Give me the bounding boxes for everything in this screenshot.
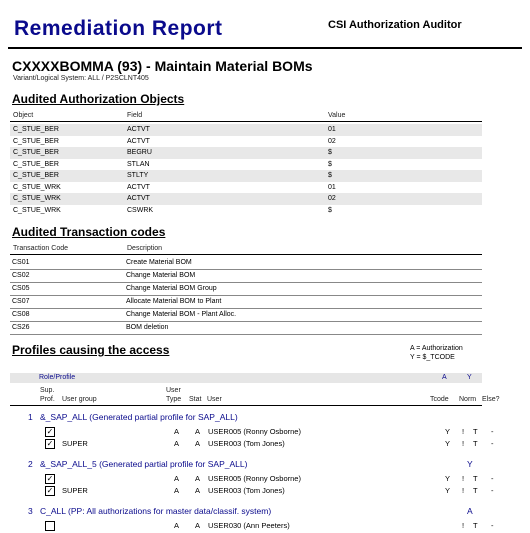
user-type: A — [174, 486, 180, 495]
user-tcode: Y — [445, 439, 451, 448]
col-norm: Norm — [459, 396, 477, 403]
cell-value: $ — [328, 172, 332, 179]
col-field: Field — [127, 112, 143, 119]
cell-transaction-code: CS02 — [12, 272, 30, 279]
cell-value: $ — [328, 160, 332, 168]
user-norm: ! — [462, 521, 465, 530]
user-stat: A — [195, 439, 201, 448]
user-t: T — [473, 474, 478, 483]
report-title: CXXXXBOMMA (93) - Maintain Material BOMs — [12, 58, 313, 74]
cell-field: BEGRU — [127, 149, 152, 156]
cell-description: Change Material BOM - Plant Alloc. — [126, 311, 237, 318]
col-type: Type — [166, 396, 182, 403]
user-norm: ! — [462, 474, 465, 483]
cell-field: STLTY — [127, 172, 149, 179]
product-name: CSI Authorization Auditor — [328, 19, 462, 31]
cell-object: C_STUE_BER — [13, 160, 59, 168]
user-checkbox[interactable]: ✓ — [46, 439, 54, 448]
user-else: - — [491, 439, 494, 448]
user-else: - — [491, 474, 494, 483]
objects-header-line — [10, 121, 482, 122]
cell-object: C_STUE_BER — [13, 126, 59, 133]
cell-description: Change Material BOM — [126, 272, 196, 279]
list-item — [10, 520, 520, 532]
cell-field: CSWRK — [127, 206, 154, 214]
role-profile-bar — [10, 373, 482, 383]
col-user: User — [207, 396, 222, 403]
table-row — [10, 205, 482, 217]
profiles-heading: Profiles causing the access — [12, 343, 170, 357]
cell-object: C_STUE_WRK — [13, 195, 61, 202]
cell-field: ACTVT — [127, 183, 150, 191]
table-row — [10, 257, 482, 270]
profiles-header-line — [10, 405, 482, 406]
user-norm: ! — [462, 439, 465, 448]
user-t: T — [473, 439, 478, 448]
user-name: USER003 (Tom Jones) — [208, 486, 285, 495]
col-stat: Stat — [189, 396, 202, 403]
cell-value: 02 — [328, 137, 336, 145]
table-row — [10, 296, 482, 309]
user-checkbox[interactable] — [45, 521, 55, 531]
cell-field: ACTVT — [127, 137, 150, 145]
col-prof: Prof. — [40, 396, 55, 403]
user-norm: ! — [462, 427, 465, 436]
col-value: Value — [328, 112, 346, 119]
user-tcode: Y — [445, 427, 451, 436]
profile-number: 3 — [28, 506, 33, 516]
col-description: Description — [127, 245, 163, 252]
user-name: USER030 (Ann Peeters) — [208, 521, 290, 530]
cell-transaction-code: CS07 — [12, 298, 30, 305]
col-object: Object — [13, 112, 34, 119]
legend-tcode: Y = $_TCODE — [410, 354, 455, 361]
cell-field: ACTVT — [127, 126, 150, 133]
cell-object: C_STUE_WRK — [13, 206, 61, 214]
role-profile-label: Role/Profile — [39, 374, 76, 381]
legend-authorization: A = Authorization — [410, 345, 463, 352]
table-row — [10, 159, 482, 171]
cell-field: ACTVT — [127, 195, 150, 202]
list-item — [10, 485, 520, 497]
table-row — [10, 193, 482, 205]
user-t: T — [473, 521, 478, 530]
col-else: Else? — [482, 396, 500, 403]
cell-description: BOM deletion — [126, 324, 169, 331]
list-item — [10, 426, 520, 438]
cell-object: C_STUE_BER — [13, 149, 59, 156]
cell-value: $ — [328, 149, 332, 156]
user-stat: A — [195, 427, 201, 436]
user-stat: A — [195, 486, 201, 495]
tcodes-header-line — [10, 254, 482, 255]
user-else: - — [491, 521, 494, 530]
profile-number: 2 — [28, 459, 33, 469]
cell-transaction-code: CS05 — [12, 285, 30, 292]
profile-name: &_SAP_ALL (Generated partial profile for SAP_ALL) — [40, 412, 238, 422]
user-else: - — [491, 427, 494, 436]
table-row — [10, 124, 482, 136]
user-norm: ! — [462, 486, 465, 495]
user-stat: A — [195, 521, 201, 530]
user-stat: A — [195, 474, 201, 483]
cell-value: 02 — [328, 195, 336, 202]
cell-description: Allocate Material BOM to Plant — [126, 298, 222, 305]
col-transaction-code: Transaction Code — [13, 245, 68, 252]
table-row — [10, 170, 482, 182]
variant-info: Variant/Logical System: ALL / P2SCLNT405 — [13, 75, 149, 82]
user-t: T — [473, 427, 478, 436]
profile-number: 1 — [28, 412, 33, 422]
col-tcode: Tcode — [430, 396, 449, 403]
cell-object: C_STUE_BER — [13, 172, 59, 179]
table-row — [10, 147, 482, 159]
profile-group-header — [10, 458, 500, 471]
profile-name: &_SAP_ALL_5 (Generated partial profile for SAP_ALL) — [40, 459, 248, 469]
cell-value: 01 — [328, 183, 336, 191]
cell-description: Change Material BOM Group — [126, 285, 217, 292]
list-item — [10, 438, 520, 450]
cell-field: STLAN — [127, 160, 150, 168]
user-tcode: Y — [445, 474, 451, 483]
table-row — [10, 136, 482, 148]
profile-flag: Y — [467, 459, 473, 469]
cell-object: C_STUE_BER — [13, 137, 59, 145]
profile-group-header — [10, 411, 500, 424]
col-user-label: User — [166, 387, 181, 394]
report-heading: Remediation Report — [14, 17, 223, 40]
role-y-flag: Y — [467, 374, 472, 381]
user-type: A — [174, 439, 180, 448]
user-name: USER005 (Ronny Osborne) — [208, 427, 301, 436]
col-user-group: User group — [62, 396, 97, 403]
list-item — [10, 473, 520, 485]
user-group: SUPER — [62, 486, 88, 495]
table-row — [10, 182, 482, 194]
user-type: A — [174, 521, 180, 530]
cell-transaction-code: CS08 — [12, 311, 30, 318]
user-name: USER005 (Ronny Osborne) — [208, 474, 301, 483]
user-checkbox[interactable]: ✓ — [46, 427, 54, 436]
user-name: USER003 (Tom Jones) — [208, 439, 285, 448]
table-row — [10, 270, 482, 283]
table-row — [10, 283, 482, 296]
objects-heading: Audited Authorization Objects — [12, 92, 185, 106]
cell-value: $ — [328, 206, 332, 214]
col-sup: Sup. — [40, 387, 55, 394]
user-group: SUPER — [62, 439, 88, 448]
cell-value: 01 — [328, 126, 336, 133]
cell-transaction-code: CS26 — [12, 324, 30, 331]
user-tcode: Y — [445, 486, 451, 495]
user-type: A — [174, 474, 180, 483]
user-checkbox[interactable]: ✓ — [46, 474, 54, 483]
user-type: A — [174, 427, 180, 436]
profile-name: C_ALL (PP: All authorizations for master data/classif. system) — [40, 506, 272, 516]
cell-object: C_STUE_WRK — [13, 183, 61, 191]
table-row — [10, 322, 482, 335]
header-divider — [8, 47, 522, 49]
profile-flag: A — [467, 506, 473, 516]
role-a-flag: A — [442, 374, 447, 381]
user-else: - — [491, 486, 494, 495]
cell-description: Create Material BOM — [126, 259, 192, 266]
cell-transaction-code: CS01 — [12, 259, 30, 266]
user-t: T — [473, 486, 478, 495]
user-checkbox[interactable]: ✓ — [46, 486, 54, 495]
tcodes-heading: Audited Transaction codes — [12, 225, 166, 239]
table-row — [10, 309, 482, 322]
profile-group-header — [10, 505, 500, 518]
